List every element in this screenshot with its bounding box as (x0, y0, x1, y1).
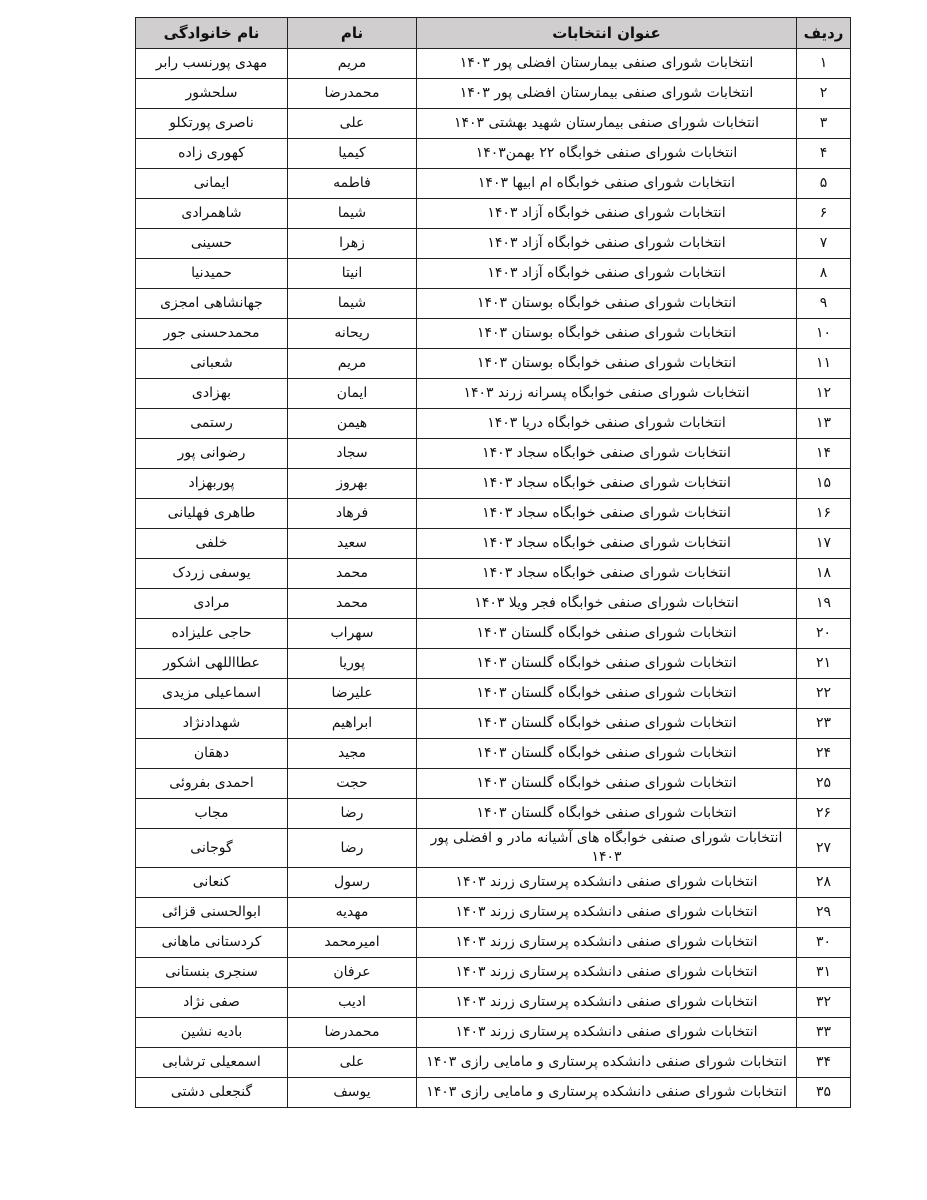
row-number-cell: ۱۵ (797, 469, 851, 499)
table-row (136, 529, 851, 559)
table-row (136, 229, 851, 259)
family-name-cell: خلفی (136, 529, 288, 559)
row-number-cell: ۶ (797, 199, 851, 229)
row-number-cell: ۹ (797, 289, 851, 319)
table-row (136, 559, 851, 589)
table-row (136, 109, 851, 139)
family-name-cell: شهدادنژاد (136, 709, 288, 739)
row-number-cell: ۱۴ (797, 439, 851, 469)
family-name-cell: یوسفی زردک (136, 559, 288, 589)
first-name-cell: شیما (288, 199, 417, 229)
family-name-cell: احمدی بفروئی (136, 769, 288, 799)
first-name-cell: رضا (288, 829, 417, 868)
row-number-cell: ۲ (797, 79, 851, 109)
first-name-cell: مریم (288, 349, 417, 379)
election-title-cell: انتخابات شورای صنفی خوابگاه گلستان ۱۴۰۳ (417, 769, 797, 799)
table-row (136, 139, 851, 169)
row-number-cell: ۳۰ (797, 928, 851, 958)
first-name-cell: رسول (288, 868, 417, 898)
table-row (136, 868, 851, 898)
first-name-cell: بهروز (288, 469, 417, 499)
family-name-cell: رضوانی پور (136, 439, 288, 469)
first-name-cell: مهدیه (288, 898, 417, 928)
family-name-cell: کردستانی ماهانی (136, 928, 288, 958)
table-row (136, 499, 851, 529)
election-title-cell: انتخابات شورای صنفی خوابگاه بوستان ۱۴۰۳ (417, 319, 797, 349)
family-name-cell: ایمانی (136, 169, 288, 199)
row-number-cell: ۴ (797, 139, 851, 169)
row-number-cell: ۱۰ (797, 319, 851, 349)
table-row (136, 409, 851, 439)
family-name-cell: پوربهزاد (136, 469, 288, 499)
first-name-cell: کیمیا (288, 139, 417, 169)
row-number-cell: ۲۹ (797, 898, 851, 928)
header-first-name: نام (288, 18, 417, 49)
family-name-cell: عطااللهی اشکور (136, 649, 288, 679)
table-body (136, 49, 851, 1108)
election-title-cell: انتخابات شورای صنفی خوابگاه آزاد ۱۴۰۳ (417, 229, 797, 259)
table-row (136, 379, 851, 409)
election-title-cell: انتخابات شورای صنفی خوابگاه های آشیانه مادر و افضلی پور ۱۴۰۳ (417, 829, 797, 868)
header-row-number: ردیف (797, 18, 851, 49)
table-row (136, 319, 851, 349)
family-name-cell: اسماعیلی مزیدی (136, 679, 288, 709)
row-number-cell: ۱۷ (797, 529, 851, 559)
first-name-cell: شیما (288, 289, 417, 319)
row-number-cell: ۲۶ (797, 799, 851, 829)
family-name-cell: مرادی (136, 589, 288, 619)
first-name-cell: علی (288, 1048, 417, 1078)
first-name-cell: یوسف (288, 1078, 417, 1108)
table-row (136, 1078, 851, 1108)
election-title-cell: انتخابات شورای صنفی دانشکده پرستاری و مامایی رازی ۱۴۰۳ (417, 1078, 797, 1108)
election-title-cell: انتخابات شورای صنفی بیمارستان افضلی پور ۱۴۰۳ (417, 79, 797, 109)
first-name-cell: محمد (288, 559, 417, 589)
election-title-cell: انتخابات شورای صنفی خوابگاه دریا ۱۴۰۳ (417, 409, 797, 439)
election-title-cell: انتخابات شورای صنفی خوابگاه سجاد ۱۴۰۳ (417, 439, 797, 469)
first-name-cell: ایمان (288, 379, 417, 409)
table-row (136, 988, 851, 1018)
first-name-cell: امیرمحمد (288, 928, 417, 958)
election-title-cell: انتخابات شورای صنفی خوابگاه سجاد ۱۴۰۳ (417, 499, 797, 529)
election-title-cell: انتخابات شورای صنفی دانشکده پرستاری زرند ۱۴۰۳ (417, 988, 797, 1018)
row-number-cell: ۲۱ (797, 649, 851, 679)
family-name-cell: مهدی پورنسب رابر (136, 49, 288, 79)
table-row (136, 799, 851, 829)
election-title-cell: انتخابات شورای صنفی خوابگاه گلستان ۱۴۰۳ (417, 739, 797, 769)
family-name-cell: کنعانی (136, 868, 288, 898)
table-row (136, 349, 851, 379)
first-name-cell: پوریا (288, 649, 417, 679)
table-header (136, 18, 851, 49)
table-row (136, 259, 851, 289)
family-name-cell: کهوری زاده (136, 139, 288, 169)
election-title-cell: انتخابات شورای صنفی خوابگاه گلستان ۱۴۰۳ (417, 679, 797, 709)
election-title-cell: انتخابات شورای صنفی خوابگاه گلستان ۱۴۰۳ (417, 799, 797, 829)
election-title-cell: انتخابات شورای صنفی خوابگاه گلستان ۱۴۰۳ (417, 619, 797, 649)
row-number-cell: ۱ (797, 49, 851, 79)
row-number-cell: ۸ (797, 259, 851, 289)
family-name-cell: بادیه نشین (136, 1018, 288, 1048)
table-row (136, 709, 851, 739)
family-name-cell: شاهمرادی (136, 199, 288, 229)
election-title-cell: انتخابات شورای صنفی خوابگاه فجر ویلا ۱۴۰۳ (417, 589, 797, 619)
table-row (136, 739, 851, 769)
family-name-cell: مجاب (136, 799, 288, 829)
family-name-cell: بهزادی (136, 379, 288, 409)
election-title-cell: انتخابات شورای صنفی خوابگاه ام ابیها ۱۴۰۳ (417, 169, 797, 199)
election-title-cell: انتخابات شورای صنفی خوابگاه سجاد ۱۴۰۳ (417, 469, 797, 499)
first-name-cell: سعید (288, 529, 417, 559)
election-title-cell: انتخابات شورای صنفی خوابگاه آزاد ۱۴۰۳ (417, 259, 797, 289)
row-number-cell: ۲۷ (797, 829, 851, 868)
table-row (136, 829, 851, 868)
family-name-cell: جهانشاهی امجزی (136, 289, 288, 319)
row-number-cell: ۱۱ (797, 349, 851, 379)
first-name-cell: رضا (288, 799, 417, 829)
family-name-cell: ناصری پورتکلو (136, 109, 288, 139)
election-title-cell: انتخابات شورای صنفی خوابگاه پسرانه زرند ۱۴۰۳ (417, 379, 797, 409)
row-number-cell: ۳ (797, 109, 851, 139)
table-row (136, 769, 851, 799)
election-title-cell: انتخابات شورای صنفی بیمارستان شهید بهشتی ۱۴۰۳ (417, 109, 797, 139)
election-title-cell: انتخابات شورای صنفی خوابگاه سجاد ۱۴۰۳ (417, 529, 797, 559)
row-number-cell: ۲۲ (797, 679, 851, 709)
table-row (136, 589, 851, 619)
first-name-cell: مجید (288, 739, 417, 769)
family-name-cell: سنجری بنستانی (136, 958, 288, 988)
first-name-cell: محمد (288, 589, 417, 619)
row-number-cell: ۳۳ (797, 1018, 851, 1048)
table-row (136, 79, 851, 109)
election-title-cell: انتخابات شورای صنفی دانشکده پرستاری زرند ۱۴۰۳ (417, 928, 797, 958)
table-row (136, 169, 851, 199)
election-title-cell: انتخابات شورای صنفی خوابگاه گلستان ۱۴۰۳ (417, 709, 797, 739)
family-name-cell: گنجعلی دشتی (136, 1078, 288, 1108)
table-row (136, 1048, 851, 1078)
first-name-cell: سجاد (288, 439, 417, 469)
family-name-cell: اسمعیلی ترشابی (136, 1048, 288, 1078)
election-title-cell: انتخابات شورای صنفی دانشکده پرستاری زرند ۱۴۰۳ (417, 868, 797, 898)
row-number-cell: ۲۵ (797, 769, 851, 799)
row-number-cell: ۳۱ (797, 958, 851, 988)
first-name-cell: ابراهیم (288, 709, 417, 739)
first-name-cell: هیمن (288, 409, 417, 439)
row-number-cell: ۱۲ (797, 379, 851, 409)
row-number-cell: ۷ (797, 229, 851, 259)
row-number-cell: ۱۶ (797, 499, 851, 529)
row-number-cell: ۲۳ (797, 709, 851, 739)
table-row (136, 199, 851, 229)
table-row (136, 898, 851, 928)
election-title-cell: انتخابات شورای صنفی دانشکده پرستاری زرند ۱۴۰۳ (417, 958, 797, 988)
election-title-cell: انتخابات شورای صنفی دانشکده پرستاری و مامایی رازی ۱۴۰۳ (417, 1048, 797, 1078)
row-number-cell: ۵ (797, 169, 851, 199)
table-row (136, 619, 851, 649)
family-name-cell: گوجانی (136, 829, 288, 868)
table-row (136, 469, 851, 499)
first-name-cell: حجت (288, 769, 417, 799)
family-name-cell: حمیدنیا (136, 259, 288, 289)
first-name-cell: فاطمه (288, 169, 417, 199)
first-name-cell: علیرضا (288, 679, 417, 709)
table-row (136, 289, 851, 319)
election-title-cell: انتخابات شورای صنفی خوابگاه بوستان ۱۴۰۳ (417, 349, 797, 379)
table-row (136, 1018, 851, 1048)
first-name-cell: انیتا (288, 259, 417, 289)
family-name-cell: محمدحسنی جور (136, 319, 288, 349)
table-row (136, 49, 851, 79)
family-name-cell: طاهری فهلیانی (136, 499, 288, 529)
family-name-cell: ابوالحسنی قزائی (136, 898, 288, 928)
election-title-cell: انتخابات شورای صنفی خوابگاه آزاد ۱۴۰۳ (417, 199, 797, 229)
row-number-cell: ۲۸ (797, 868, 851, 898)
first-name-cell: علی (288, 109, 417, 139)
table-row (136, 439, 851, 469)
first-name-cell: ریحانه (288, 319, 417, 349)
header-family-name: نام خانوادگی (136, 18, 288, 49)
row-number-cell: ۱۸ (797, 559, 851, 589)
election-title-cell: انتخابات شورای صنفی دانشکده پرستاری زرند ۱۴۰۳ (417, 898, 797, 928)
row-number-cell: ۱۳ (797, 409, 851, 439)
family-name-cell: سلحشور (136, 79, 288, 109)
first-name-cell: فرهاد (288, 499, 417, 529)
election-title-cell: انتخابات شورای صنفی خوابگاه گلستان ۱۴۰۳ (417, 649, 797, 679)
family-name-cell: حاجی علیزاده (136, 619, 288, 649)
table-row (136, 928, 851, 958)
first-name-cell: محمدرضا (288, 1018, 417, 1048)
election-title-cell: انتخابات شورای صنفی خوابگاه سجاد ۱۴۰۳ (417, 559, 797, 589)
first-name-cell: ادیب (288, 988, 417, 1018)
table-row (136, 649, 851, 679)
first-name-cell: زهرا (288, 229, 417, 259)
row-number-cell: ۳۴ (797, 1048, 851, 1078)
election-title-cell: انتخابات شورای صنفی خوابگاه بوستان ۱۴۰۳ (417, 289, 797, 319)
table-row (136, 958, 851, 988)
family-name-cell: رستمی (136, 409, 288, 439)
header-row (136, 18, 851, 49)
election-title-cell: انتخابات شورای صنفی خوابگاه ۲۲ بهمن۱۴۰۳ (417, 139, 797, 169)
row-number-cell: ۳۲ (797, 988, 851, 1018)
family-name-cell: حسینی (136, 229, 288, 259)
table-row (136, 679, 851, 709)
header-election-title: عنوان انتخابات (417, 18, 797, 49)
first-name-cell: محمدرضا (288, 79, 417, 109)
elections-table (135, 17, 851, 1108)
row-number-cell: ۳۵ (797, 1078, 851, 1108)
election-title-cell: انتخابات شورای صنفی دانشکده پرستاری زرند ۱۴۰۳ (417, 1018, 797, 1048)
family-name-cell: دهقان (136, 739, 288, 769)
row-number-cell: ۲۰ (797, 619, 851, 649)
first-name-cell: مریم (288, 49, 417, 79)
row-number-cell: ۱۹ (797, 589, 851, 619)
row-number-cell: ۲۴ (797, 739, 851, 769)
family-name-cell: شعبانی (136, 349, 288, 379)
family-name-cell: صفی نژاد (136, 988, 288, 1018)
election-title-cell: انتخابات شورای صنفی بیمارستان افضلی پور ۱۴۰۳ (417, 49, 797, 79)
first-name-cell: سهراب (288, 619, 417, 649)
first-name-cell: عرفان (288, 958, 417, 988)
